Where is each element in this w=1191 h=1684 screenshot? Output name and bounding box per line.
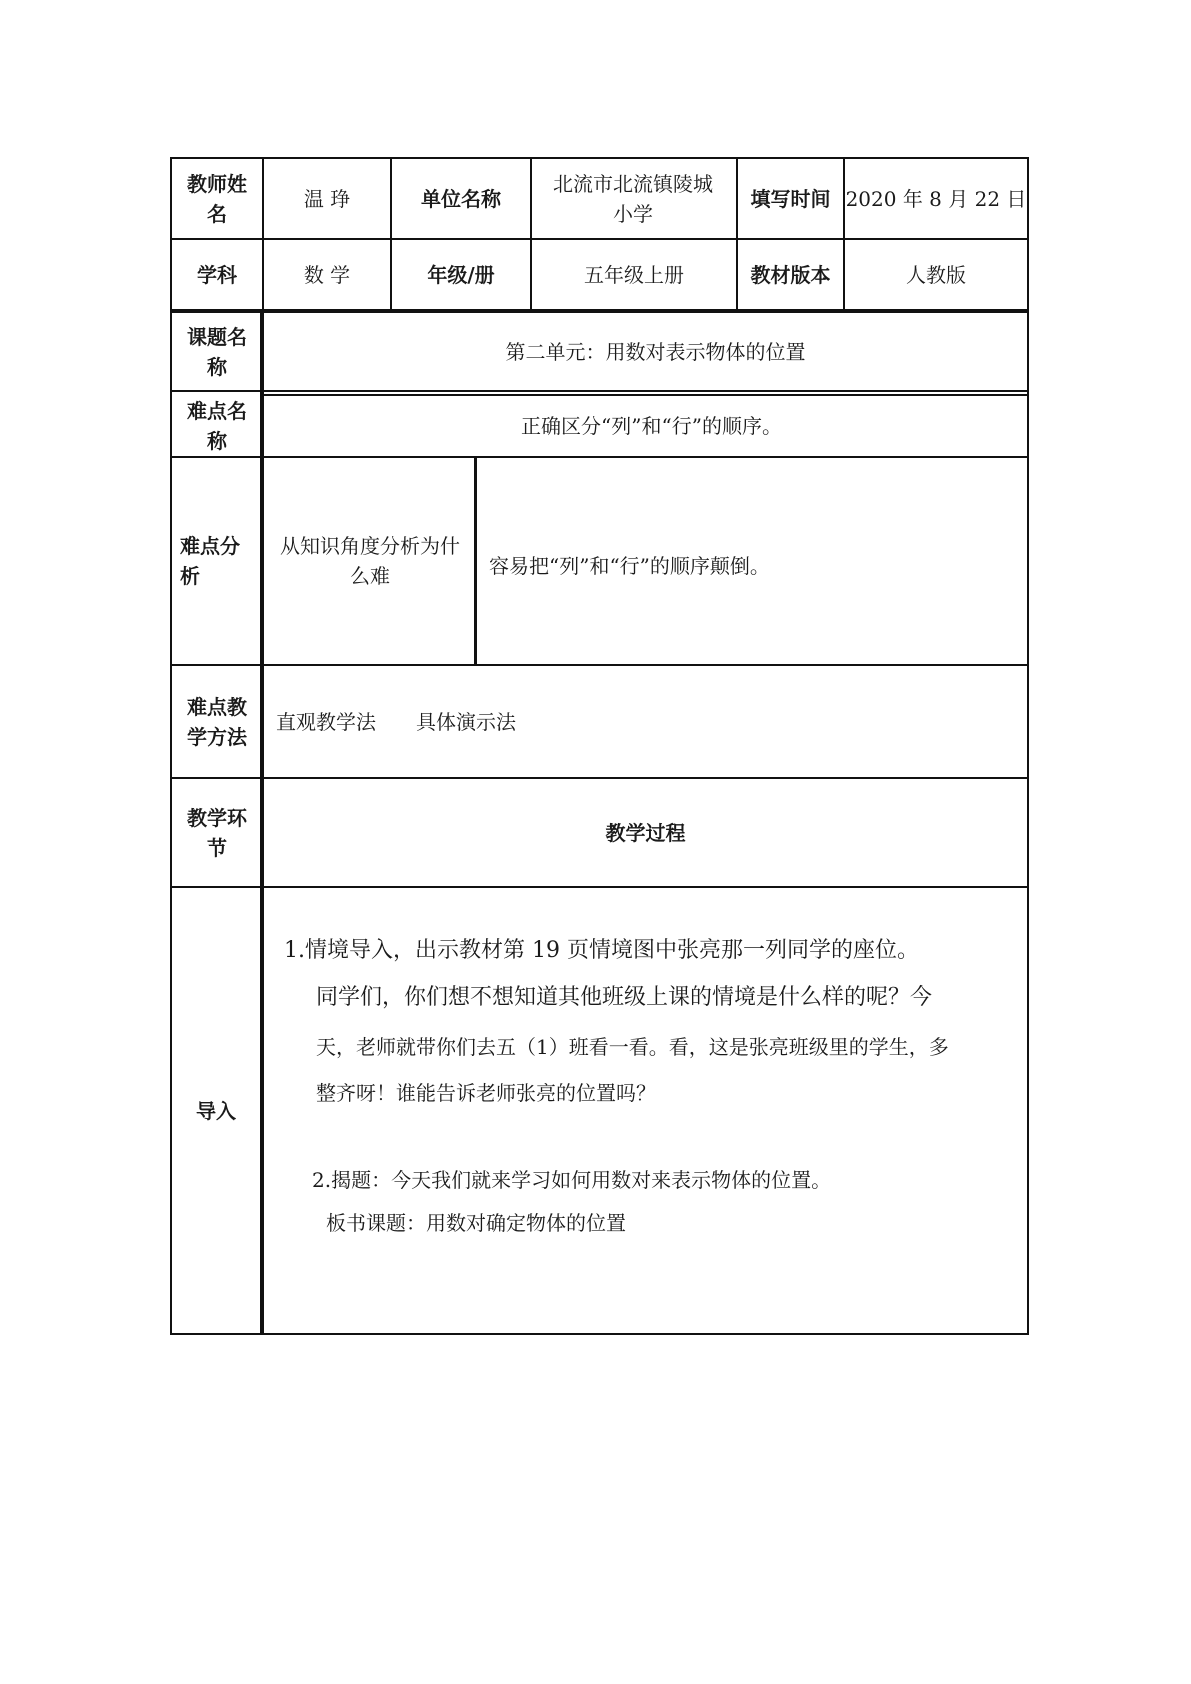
intro-line-2: 同学们，你们想不想知道其他班级上课的情境是什么样的呢？今 (316, 985, 933, 1010)
subject-value: 数 学 (303, 262, 351, 287)
intro-line-6: 板书课题：用数对确定物体的位置 (326, 1211, 626, 1235)
edition-value: 人教版 (906, 262, 966, 287)
subject-label: 学科 (197, 262, 237, 287)
fill-date-label: 填写时间 (750, 186, 831, 211)
grade-value: 五年级上册 (584, 262, 684, 287)
analysis-label: 难点分析 (180, 534, 240, 588)
process-stage-label: 教学环节 (187, 805, 247, 860)
analysis-sub-label: 从知识角度分析为什么难 (280, 534, 460, 588)
unit-name-value: 北流市北流镇陵城小学 (553, 171, 713, 226)
method-value: 直观教学法 具体演示法 (276, 709, 516, 734)
topic-label: 课题名称 (187, 324, 247, 379)
intro-line-3: 天，老师就带你们去五（1）班看一看。看，这是张亮班级里的学生，多 (316, 1035, 949, 1059)
difficulty-label: 难点名称 (187, 399, 247, 453)
intro-content (264, 888, 1027, 1333)
process-title: 教学过程 (605, 820, 686, 845)
teacher-name-label: 教师姓名 (187, 171, 247, 226)
teacher-name-value: 温 琤 (303, 186, 351, 211)
intro-line-1: 1.情境导入，出示教材第 19 页情境图中张亮那一列同学的座位。 (284, 938, 919, 963)
edition-label: 教材版本 (750, 262, 831, 287)
intro-line-5: 2.揭题：今天我们就来学习如何用数对来表示物体的位置。 (312, 1168, 832, 1192)
topic-value: 第二单元：用数对表示物体的位置 (505, 339, 806, 364)
method-label: 难点教学方法 (187, 694, 247, 749)
difficulty-value: 正确区分“列”和“行”的顺序。 (521, 414, 782, 438)
grade-label: 年级/册 (427, 262, 495, 287)
unit-name-label: 单位名称 (421, 186, 501, 211)
analysis-value: 容易把“列”和“行”的顺序颠倒。 (489, 554, 770, 578)
intro-label: 导入 (196, 1098, 236, 1123)
intro-line-4: 整齐呀！谁能告诉老师张亮的位置吗？ (316, 1081, 656, 1105)
fill-date-value: 2020 年 8 月 22 日 (845, 186, 1027, 211)
